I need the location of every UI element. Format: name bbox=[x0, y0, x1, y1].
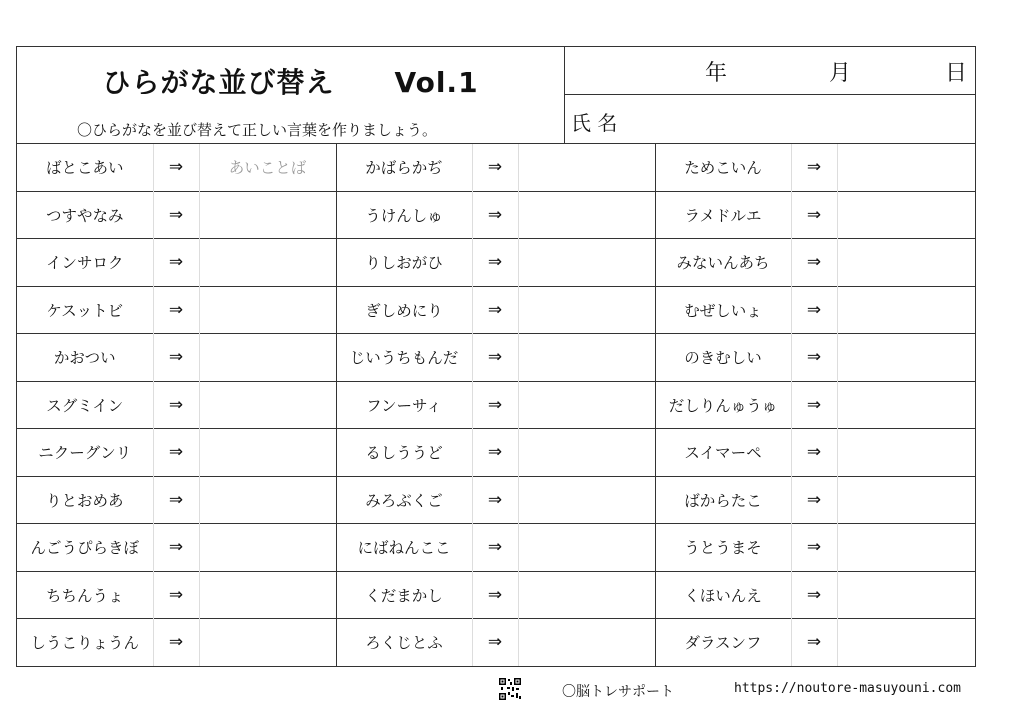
scrambled-word: ちちんうょ bbox=[17, 571, 153, 619]
answer-blank[interactable] bbox=[518, 334, 655, 382]
arrow-icon: ⇒ bbox=[472, 286, 518, 334]
answer-blank[interactable] bbox=[837, 191, 975, 239]
scrambled-word: スグミイン bbox=[17, 381, 153, 429]
scrambled-word: ぎしめにり bbox=[336, 286, 472, 334]
answer-blank[interactable] bbox=[518, 571, 655, 619]
answer-blank[interactable] bbox=[199, 524, 336, 572]
instructions: 〇ひらがなを並び替えて正しい言葉を作りましょう。 bbox=[77, 121, 438, 139]
month-label: 月 bbox=[829, 61, 852, 86]
scrambled-word: じいうちもんだ bbox=[336, 334, 472, 382]
arrow-icon: ⇒ bbox=[791, 144, 837, 191]
arrow-icon: ⇒ bbox=[472, 191, 518, 239]
arrow-icon: ⇒ bbox=[153, 381, 199, 429]
puzzle-row bbox=[17, 144, 975, 191]
scrambled-word: かおつい bbox=[17, 334, 153, 382]
scrambled-word: インサロク bbox=[17, 239, 153, 287]
sample-answer[interactable]: あいことば bbox=[199, 144, 336, 191]
title-box bbox=[17, 47, 565, 143]
arrow-icon: ⇒ bbox=[791, 334, 837, 382]
arrow-icon: ⇒ bbox=[791, 571, 837, 619]
scrambled-word: みろぶくご bbox=[336, 476, 472, 524]
arrow-icon: ⇒ bbox=[153, 476, 199, 524]
arrow-icon: ⇒ bbox=[791, 619, 837, 666]
arrow-icon: ⇒ bbox=[791, 429, 837, 477]
answer-blank[interactable] bbox=[837, 144, 975, 191]
answer-blank[interactable] bbox=[837, 334, 975, 382]
answer-blank[interactable] bbox=[837, 571, 975, 619]
arrow-icon: ⇒ bbox=[791, 286, 837, 334]
answer-blank[interactable] bbox=[199, 429, 336, 477]
worksheet bbox=[16, 46, 976, 667]
year-label: 年 bbox=[705, 61, 728, 86]
scrambled-word: ばからたこ bbox=[655, 476, 791, 524]
qr-code-icon bbox=[498, 677, 522, 701]
answer-blank[interactable] bbox=[199, 239, 336, 287]
arrow-icon: ⇒ bbox=[153, 144, 199, 191]
answer-blank[interactable] bbox=[199, 286, 336, 334]
scrambled-word: にばねんここ bbox=[336, 524, 472, 572]
volume-label: Vol.1 bbox=[394, 66, 479, 99]
answer-blank[interactable] bbox=[837, 239, 975, 287]
scrambled-word: くほいんえ bbox=[655, 571, 791, 619]
puzzle-row bbox=[17, 239, 975, 287]
puzzle-row bbox=[17, 476, 975, 524]
answer-blank[interactable] bbox=[518, 191, 655, 239]
answer-blank[interactable] bbox=[199, 571, 336, 619]
arrow-icon: ⇒ bbox=[153, 191, 199, 239]
answer-blank[interactable] bbox=[518, 476, 655, 524]
scrambled-word: くだまかし bbox=[336, 571, 472, 619]
answer-blank[interactable] bbox=[837, 524, 975, 572]
info-box bbox=[565, 47, 975, 143]
worksheet-header bbox=[17, 47, 975, 144]
site-url[interactable]: https://noutore-masuyouni.com bbox=[734, 681, 961, 696]
scrambled-word: るしううど bbox=[336, 429, 472, 477]
answer-blank[interactable] bbox=[837, 286, 975, 334]
answer-blank[interactable] bbox=[518, 524, 655, 572]
scrambled-word: りとおめあ bbox=[17, 476, 153, 524]
scrambled-word: しうこりょうん bbox=[17, 619, 153, 666]
puzzle-row bbox=[17, 334, 975, 382]
puzzle-row bbox=[17, 524, 975, 572]
date-field[interactable] bbox=[565, 47, 975, 95]
puzzle-row bbox=[17, 619, 975, 666]
arrow-icon: ⇒ bbox=[791, 476, 837, 524]
scrambled-word: だしりんゅうゅ bbox=[655, 381, 791, 429]
arrow-icon: ⇒ bbox=[472, 619, 518, 666]
answer-blank[interactable] bbox=[199, 191, 336, 239]
scrambled-word: つすやなみ bbox=[17, 191, 153, 239]
answer-blank[interactable] bbox=[837, 619, 975, 666]
scrambled-word: ケスットビ bbox=[17, 286, 153, 334]
answer-blank[interactable] bbox=[518, 619, 655, 666]
arrow-icon: ⇒ bbox=[153, 429, 199, 477]
scrambled-word: スイマーペ bbox=[655, 429, 791, 477]
answer-blank[interactable] bbox=[199, 381, 336, 429]
scrambled-word: むぜしいょ bbox=[655, 286, 791, 334]
arrow-icon: ⇒ bbox=[472, 239, 518, 287]
scrambled-word: ダラスンフ bbox=[655, 619, 791, 666]
arrow-icon: ⇒ bbox=[472, 334, 518, 382]
puzzle-row bbox=[17, 571, 975, 619]
puzzle-row bbox=[17, 286, 975, 334]
arrow-icon: ⇒ bbox=[153, 524, 199, 572]
arrow-icon: ⇒ bbox=[472, 381, 518, 429]
answer-blank[interactable] bbox=[518, 239, 655, 287]
puzzle-row bbox=[17, 381, 975, 429]
scrambled-word: のきむしい bbox=[655, 334, 791, 382]
scrambled-word: うとうまそ bbox=[655, 524, 791, 572]
puzzle-row bbox=[17, 429, 975, 477]
arrow-icon: ⇒ bbox=[153, 571, 199, 619]
name-field[interactable] bbox=[565, 95, 975, 143]
puzzle-table bbox=[17, 144, 975, 666]
arrow-icon: ⇒ bbox=[153, 619, 199, 666]
arrow-icon: ⇒ bbox=[153, 286, 199, 334]
scrambled-word: フンーサィ bbox=[336, 381, 472, 429]
puzzle-row bbox=[17, 191, 975, 239]
arrow-icon: ⇒ bbox=[153, 239, 199, 287]
answer-blank[interactable] bbox=[518, 381, 655, 429]
brand-name: 〇脳トレサポート bbox=[562, 684, 674, 700]
arrow-icon: ⇒ bbox=[472, 476, 518, 524]
page-title bbox=[17, 61, 564, 101]
answer-blank[interactable] bbox=[199, 476, 336, 524]
answer-blank[interactable] bbox=[837, 381, 975, 429]
scrambled-word: うけんしゅ bbox=[336, 191, 472, 239]
scrambled-word: ばとこあい bbox=[17, 144, 153, 191]
day-label: 日 bbox=[945, 61, 968, 86]
answer-blank[interactable] bbox=[199, 619, 336, 666]
answer-blank[interactable] bbox=[837, 429, 975, 477]
arrow-icon: ⇒ bbox=[791, 381, 837, 429]
arrow-icon: ⇒ bbox=[791, 191, 837, 239]
scrambled-word: かばらかぢ bbox=[336, 144, 472, 191]
answer-blank[interactable] bbox=[518, 286, 655, 334]
arrow-icon: ⇒ bbox=[153, 334, 199, 382]
answer-blank[interactable] bbox=[837, 476, 975, 524]
arrow-icon: ⇒ bbox=[472, 524, 518, 572]
title-text: ひらがな並び替え bbox=[102, 66, 335, 99]
answer-blank[interactable] bbox=[518, 144, 655, 191]
scrambled-word: りしおがひ bbox=[336, 239, 472, 287]
name-label: 氏 名 bbox=[571, 111, 618, 135]
scrambled-word: ためこいん bbox=[655, 144, 791, 191]
answer-blank[interactable] bbox=[199, 334, 336, 382]
arrow-icon: ⇒ bbox=[472, 144, 518, 191]
arrow-icon: ⇒ bbox=[472, 571, 518, 619]
arrow-icon: ⇒ bbox=[791, 524, 837, 572]
scrambled-word: ニクーグンリ bbox=[17, 429, 153, 477]
scrambled-word: ラメドルエ bbox=[655, 191, 791, 239]
arrow-icon: ⇒ bbox=[472, 429, 518, 477]
footer bbox=[0, 677, 1024, 703]
scrambled-word: みないんあち bbox=[655, 239, 791, 287]
arrow-icon: ⇒ bbox=[791, 239, 837, 287]
answer-blank[interactable] bbox=[518, 429, 655, 477]
scrambled-word: んごうぴらきぼ bbox=[17, 524, 153, 572]
scrambled-word: ろくじとふ bbox=[336, 619, 472, 666]
